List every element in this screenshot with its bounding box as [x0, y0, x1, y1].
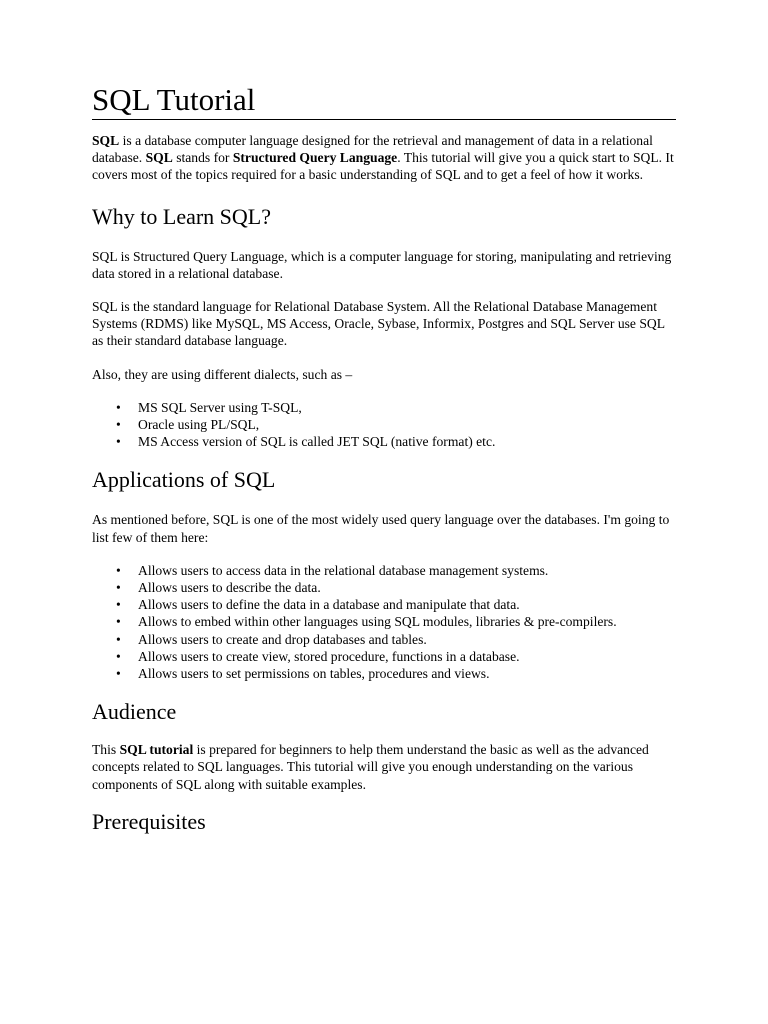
list-item [116, 579, 676, 596]
list-item-text: Oracle using PL/SQL, [138, 417, 260, 433]
list-item-text: MS Access version of SQL is called JET SQL (native format) etc. [138, 434, 496, 450]
bullet-icon: • [116, 631, 121, 647]
page-title: SQL Tutorial [92, 82, 676, 120]
applications-paragraph: As mentioned before, SQL is one of the most widely used query language over the databases. I'm going to list few of them here: [92, 512, 670, 545]
list-item-text: Allows users to create view, stored procedure, functions in a database. [138, 648, 520, 664]
intro-bold-sql-expansion: Structured Query Language [232, 150, 398, 166]
bullet-icon: • [116, 417, 121, 433]
intro-bold-sql: SQL [92, 133, 120, 148]
applications-list [92, 562, 676, 682]
list-item [116, 631, 676, 648]
list-item-text: Allows users to access data in the relational database management systems. [138, 562, 549, 578]
list-item-text: Allows to embed within other languages using SQL modules, libraries & pre-compilers. [138, 614, 617, 630]
bullet-icon: • [116, 562, 121, 578]
list-item-text: Allows users to describe the data. [138, 580, 321, 596]
dialects-list [92, 399, 676, 451]
why-paragraph-3: Also, they are using different dialects, such as – [92, 366, 353, 382]
why-heading: Why to Learn SQL? [92, 203, 271, 229]
audience-paragraph [92, 741, 676, 793]
bullet-icon: • [116, 648, 121, 664]
list-item [116, 665, 676, 682]
bullet-icon: • [116, 597, 121, 613]
list-item-text: Allows users to create and drop databases and tables. [138, 631, 427, 647]
intro-text-2: stands for [172, 150, 233, 166]
list-item [116, 648, 676, 665]
list-item [116, 562, 676, 579]
prerequisites-heading: Prerequisites [92, 808, 206, 834]
list-item [116, 596, 676, 613]
list-item [116, 433, 676, 450]
intro-text-3: . This tutorial will give you a quick start to SQL. It covers most of the topics required for a basic understanding of SQL and to get a feel of how it works. [92, 150, 674, 183]
intro-text-1: is a database computer language designed for the retrieval and management of data in a relational database. [92, 133, 653, 166]
list-item [116, 399, 676, 416]
list-item [116, 613, 676, 630]
why-paragraph-2: SQL is the standard language for Relational Database System. All the Relational Database Management Systems (RDMS) like MySQL, MS Access, Oracle, Sybase, Informix, Postgres and SQL Server use SQL as their standard database language. [92, 299, 665, 349]
applications-heading: Applications of SQL [92, 467, 276, 493]
bullet-icon: • [116, 666, 121, 682]
audience-bold-sql-tutorial: SQL tutorial [119, 742, 194, 758]
why-paragraph-1: SQL is Structured Query Language, which is a computer language for storing, manipulating and retrieving data stored in a relational database. [92, 248, 672, 281]
audience-text-2: is prepared for beginners to help them understand the basic as well as the advanced concepts related to SQL languages. This tutorial will give you enough understanding on the various components of SQL along with suitable examples. [92, 742, 649, 792]
bullet-icon: • [116, 399, 121, 415]
list-item-text: MS SQL Server using T-SQL, [138, 399, 302, 415]
list-item [116, 416, 676, 433]
bullet-icon: • [116, 614, 121, 630]
bullet-icon: • [116, 434, 121, 450]
bullet-icon: • [116, 580, 121, 596]
intro-paragraph [92, 132, 676, 184]
intro-bold-sql-2: SQL [145, 150, 173, 166]
audience-heading: Audience [92, 699, 177, 725]
list-item-text: Allows users to set permissions on tables, procedures and views. [138, 666, 490, 682]
audience-text-1: This [92, 742, 120, 758]
list-item-text: Allows users to define the data in a database and manipulate that data. [138, 597, 520, 613]
